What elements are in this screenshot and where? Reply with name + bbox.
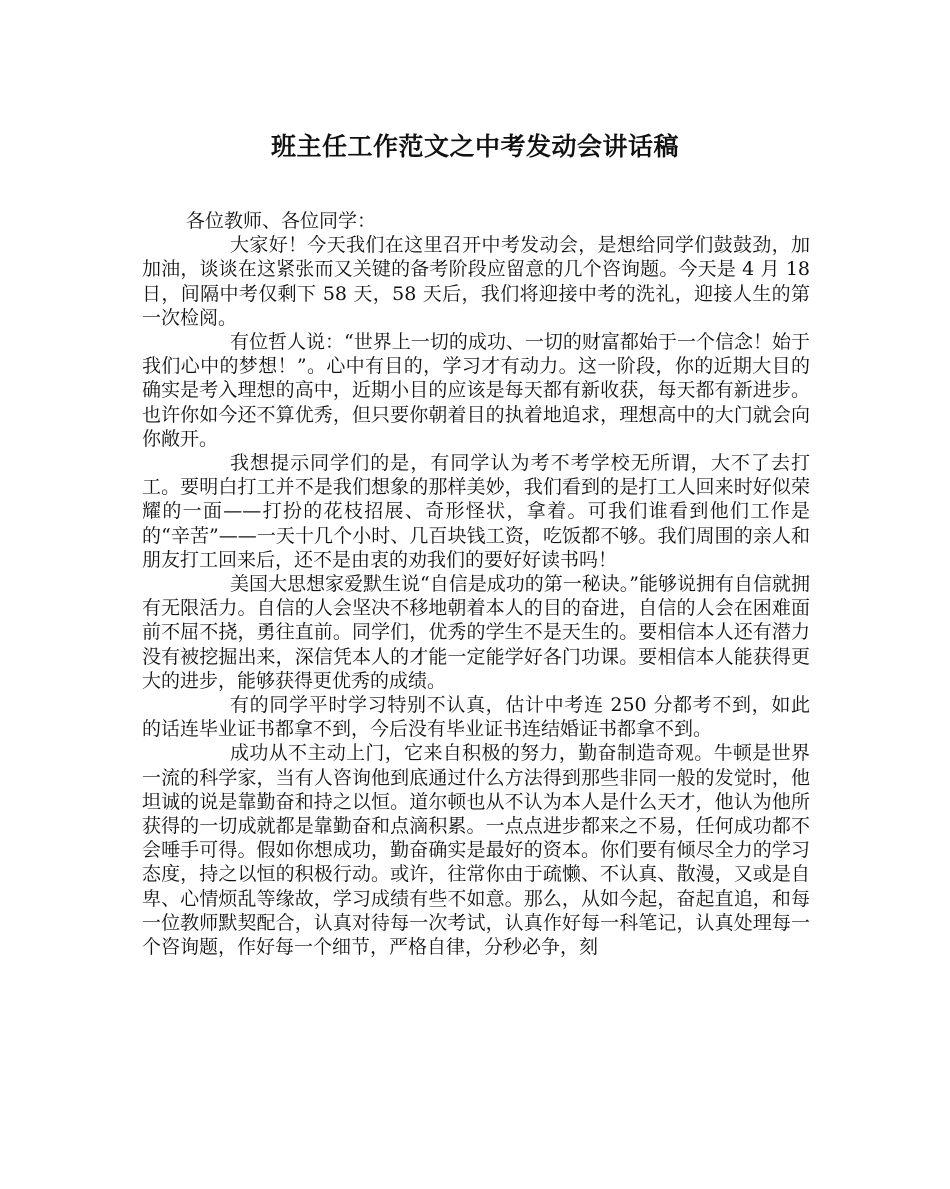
- body-paragraph-5: 有的同学平时学习特别不认真，估计中考连 250 分都考不到，如此的话连毕业证书都拿不到，今后没有毕业证书连结婚证书都拿不到。: [142, 694, 810, 741]
- body-paragraph-2: 有位哲人说：“世界上一切的成功、一切的财富都始于一个信念！始于我们心中的梦想！”。心中有目的，学习才有动力。这一阶段，你的近期大目的确实是考入理想的高中，近期小目的应该是每天都有新收获，每天都有新进步。也许你如今还不算优秀，但只要你朝着目的执着地追求，理想高中的大门就会向你敞开。: [142, 331, 810, 450]
- document-title: 班主任工作范文之中考发动会讲话稿: [270, 132, 679, 161]
- body-paragraph-3: 我想提示同学们的是，有同学认为考不考学校无所谓，大不了去打工。要明白打工并不是我们想象的那样美妙，我们看到的是打工人回来时好似荣耀的一面——打扮的花枝招展、奇形怪状，拿着。可我们谁看到他们工作是的“辛苦”——一天十几个小时、几百块钱工资，吃饭都不够。我们周围的亲人和朋友打工回来后，还不是由衷的劝我们的要好好读书吗！: [142, 452, 810, 571]
- document-body: [142, 209, 810, 959]
- body-paragraph-4: 美国大思想家爱默生说“自信是成功的第一秘诀。”能够说拥有自信就拥有无限活力。自信的人会坚决不移地朝着本人的目的奋进，自信的人会在困难面前不屈不挠，勇往直前。同学们，优秀的学生不是天生的。要相信本人还有潜力没有被挖掘出来，深信凭本人的才能一定能学好各门功课。要相信本人能获得更大的进步，能够获得更优秀的成绩。: [142, 573, 810, 692]
- greeting-paragraph: 各位教师、各位同学：: [186, 210, 377, 232]
- body-paragraph-1: 大家好！今天我们在这里召开中考发动会，是想给同学们鼓鼓劲，加加油，谈谈在这紧张而又关键的备考阶段应留意的几个咨询题。今天是 4 月 18 日，间隔中考仅剩下 58 天，58 天后，我们将迎接中考的洗礼，迎接人生的第一次检阅。: [142, 234, 810, 329]
- body-paragraph-6: 成功从不主动上门，它来自积极的努力，勤奋制造奇观。牛顿是世界一流的科学家，当有人咨询他到底通过什么方法得到那些非同一般的发觉时，他坦诚的说是靠勤奋和持之以恒。道尔顿也从不认为本人是什么天才，他认为他所获得的一切成就都是靠勤奋和点滴积累。一点点进步都来之不易，任何成功都不会唾手可得。假如你想成功，勤奋确实是最好的资本。你们要有倾尽全力的学习态度，持之以恒的积极行动。或许，往常你由于疏懒、不认真、散漫，又或是自卑、心情烦乱等缘故，学习成绩有些不如意。那么，从如今起，奋起直追，和每一位教师默契配合，认真对待每一次考试，认真作好每一科笔记，认真处理每一个咨询题，作好每一个细节，严格自律，分秒必争，刻: [142, 742, 810, 959]
